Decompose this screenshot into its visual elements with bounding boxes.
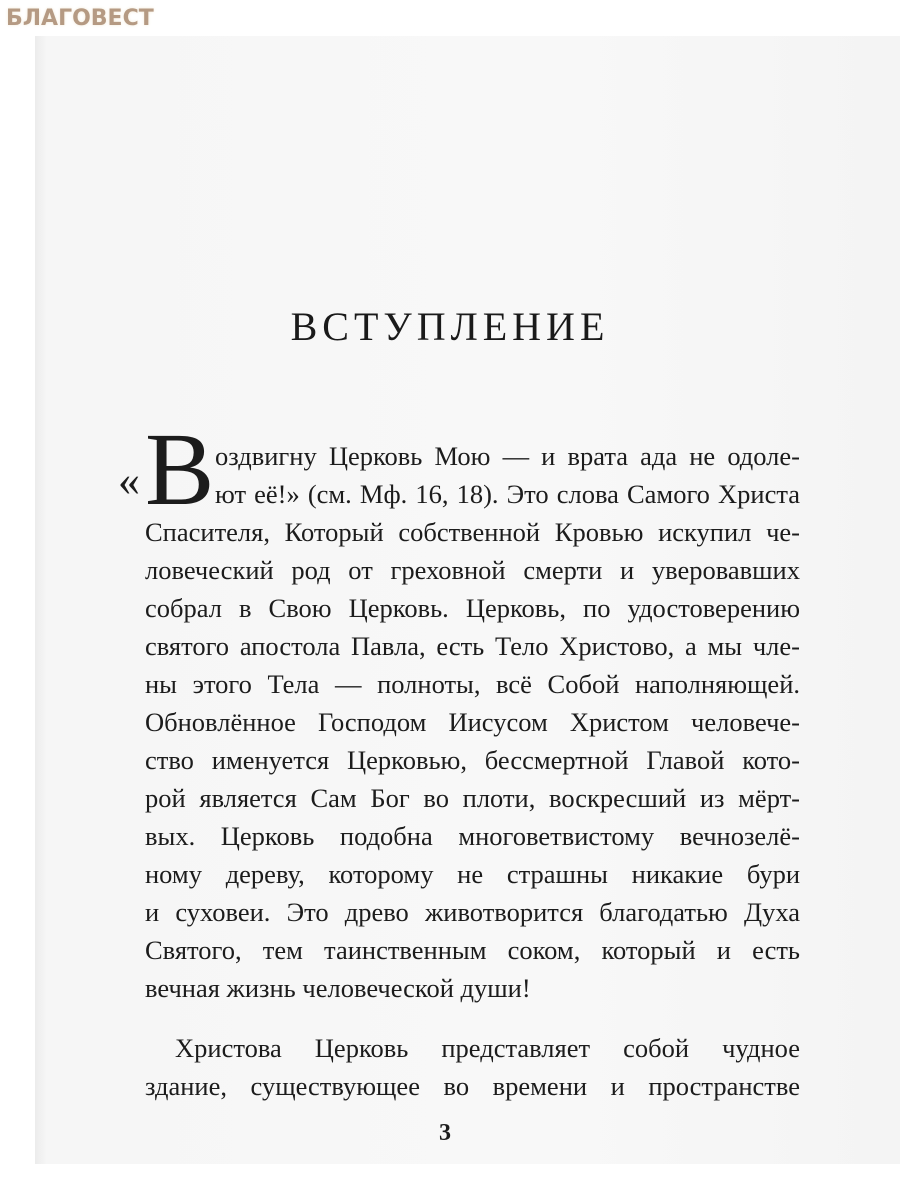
text-line: вых. Церковь подобна многоветвистому вечнозелё-: [145, 821, 800, 851]
text-line: вечная жизнь человеческой души!: [145, 973, 531, 1003]
text-line: Обновлённое Господом Иисусом Христом человече-: [145, 707, 800, 737]
text-line: ны этого Тела — полноты, всё Собой наполняющей.: [145, 669, 800, 699]
text-line: рой является Сам Бог во плоти, воскресший из мёрт-: [145, 783, 800, 813]
text-line: Спасителя, Который собственной Кровью искупил че-: [145, 517, 800, 547]
text-line: ство именуется Церковью, бессмертной Главой кото-: [145, 745, 800, 775]
text-line: оздвигну Церковь Мою — и врата ада не одоле-: [215, 441, 800, 471]
text-line: здание, существующее во времени и пространстве: [145, 1071, 800, 1101]
text-line: собрал в Свою Церковь. Церковь, по удостоверению: [145, 593, 800, 623]
text-line: Святого, тем таинственным соком, который и есть: [145, 935, 800, 965]
text-line: и суховеи. Это древо животворится благодатью Духа: [145, 897, 800, 927]
opening-quote: «: [118, 456, 140, 505]
text-line: ют её!» (см. Мф. 16, 18). Это слова Самого Христа: [215, 479, 800, 509]
drop-cap: В: [145, 412, 215, 527]
text-line: Христова Церковь представляет собой чудное: [175, 1033, 800, 1063]
text-line: ному дереву, которому не страшны никакие бури: [145, 859, 800, 889]
watermark-logo: БЛАГОВЕСТ: [6, 6, 154, 31]
page-number: 3: [439, 1120, 451, 1146]
chapter-title: ВСТУПЛЕНИЕ: [290, 304, 610, 349]
text-line: ловеческий род от греховной смерти и уверовавших: [145, 555, 800, 585]
text-line: святого апостола Павла, есть Тело Христово, а мы чле-: [145, 631, 800, 661]
